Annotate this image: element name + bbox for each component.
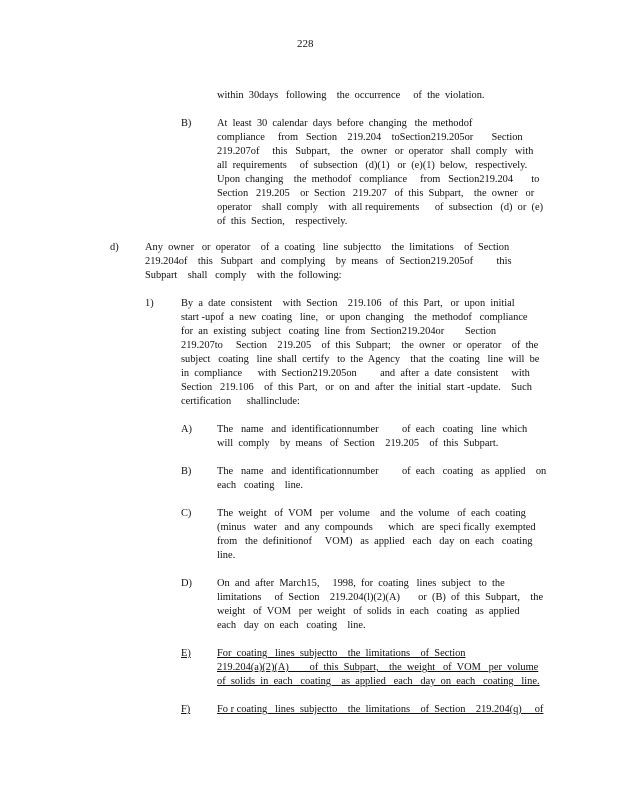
- paragraph-line: The weight of VOM per volume and the volume of each coating: [217, 508, 526, 519]
- paragraph-line: each coating line.: [217, 480, 303, 491]
- paragraph-line: 219.207of this Subpart, the owner or operator shall comply with: [217, 146, 534, 157]
- paragraph-line: will comply by means of Section 219.205 of this Subpart.: [217, 438, 499, 449]
- page-number: 228: [297, 38, 314, 50]
- paragraph-line: Upon changing the methodof compliance from Section219.204 to: [217, 174, 540, 185]
- paragraph-line: For coating lines subjectto the limitations of Section: [217, 648, 466, 659]
- sub-c-label: C): [181, 508, 192, 519]
- paragraph-line: By a date consistent with Section 219.106 of this Part, or upon initial: [181, 298, 515, 309]
- paragraph-line: The name and identificationnumber of each coating line which: [217, 424, 528, 435]
- paragraph-line: certification shallinclude:: [181, 396, 300, 407]
- paragraph-line: all requirements of subsection (d)(1) or (e)(1) below, respectively.: [217, 160, 528, 171]
- paragraph-line: of this Section, respectively.: [217, 216, 348, 227]
- continuation-line: within 30days following the occurrence of the violation.: [217, 90, 485, 101]
- paragraph-line: Any owner or operator of a coating line subjectto the limitations of Section: [145, 242, 510, 253]
- paragraph-line: Fo r coating lines subjectto the limitations of Section 219.204(q) of: [217, 704, 544, 715]
- paragraph-line: operator shall comply with all requirements of subsection (d) or (e): [217, 202, 544, 213]
- paragraph-line: from the definitionof VOM) as applied each day on each coating: [217, 536, 533, 547]
- paragraph-line: Section 219.106 of this Part, or on and after the initial start -update. Such: [181, 382, 532, 393]
- paragraph-line: subject coating line shall certify to the Agency that the coating line will be: [181, 354, 540, 365]
- sub-a-label: A): [181, 424, 192, 435]
- paragraph-line: weight of VOM per weight of solids in each coating as applied: [217, 606, 520, 617]
- paragraph-line: 219.204(a)(2)(A) of this Subpart, the weight of VOM per volume: [217, 662, 539, 673]
- paragraph-line: Subpart shall comply with the following:: [145, 270, 342, 281]
- paragraph-line: 219.204of this Subpart and complying by means of Section219.205of this: [145, 256, 512, 267]
- paragraph-line: of solids in each coating as applied each day on each coating line.: [217, 676, 540, 687]
- paragraph-line: line.: [217, 550, 236, 561]
- paragraph-line: (minus water and any compounds which are speci fically exempted: [217, 522, 536, 533]
- item-b-label: B): [181, 118, 192, 129]
- paragraph-line: On and after March15, 1998, for coating lines subject to the: [217, 578, 505, 589]
- sub-d-label: D): [181, 578, 192, 589]
- sub-e-label: E): [181, 648, 191, 659]
- sub-f-label: F): [181, 704, 191, 715]
- paragraph-line: At least 30 calendar days before changing the methodof: [217, 118, 473, 129]
- paragraph-line: compliance from Section 219.204 toSection219.205or Section: [217, 132, 523, 143]
- section-d-label: d): [110, 242, 119, 253]
- paragraph-line: limitations of Section 219.204(l)(2)(A) or (B) of this Subpart, the: [217, 592, 544, 603]
- paragraph-line: Section 219.205 or Section 219.207 of this Subpart, the owner or: [217, 188, 535, 199]
- item-1-label: 1): [145, 298, 154, 309]
- paragraph-line: 219.207to Section 219.205 of this Subpart; the owner or operator of the: [181, 340, 539, 351]
- paragraph-line: start -upof a new coating line, or upon changing the methodof compliance: [181, 312, 528, 323]
- paragraph-line: in compliance with Section219.205on and after a date consistent with: [181, 368, 530, 379]
- sub-b-label: B): [181, 466, 192, 477]
- paragraph-line: The name and identificationnumber of each coating as applied on: [217, 466, 547, 477]
- paragraph-line: for an existing subject coating line from Section219.204or Section: [181, 326, 497, 337]
- paragraph-line: each day on each coating line.: [217, 620, 366, 631]
